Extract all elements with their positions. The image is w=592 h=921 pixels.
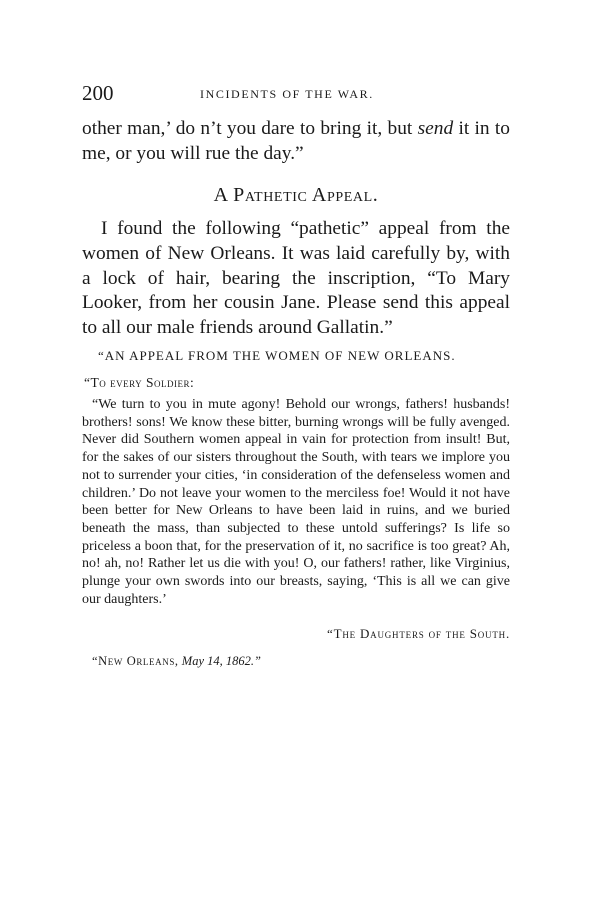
intro-paragraph: I found the following “pathetic” appeal from the women of New Orleans. It was laid carefully by, with a lock of hair, bearing the inscription, “To Mary Looker, from her cousin Jane. Please send this appeal to all our male friends around Gallatin.” xyxy=(82,218,510,339)
opening-text: other man,’ do n’t you dare to bring it, but xyxy=(82,118,418,139)
running-head: INCIDENTS OF THE WAR. xyxy=(200,87,374,101)
emphasized-word: send xyxy=(417,118,454,139)
page-number: 200 xyxy=(82,81,114,105)
dateline-date: May 14, 1862.” xyxy=(181,654,261,668)
page-header xyxy=(82,80,510,106)
appeal-dateline xyxy=(92,652,261,670)
appeal-salutation: “To every Soldier: xyxy=(84,375,195,390)
appeal-body: “We turn to you in mute agony! Behold our wrongs, fathers! husbands! brothers! sons! We know these bitter, burning wrongs will be fully avenged. Never did Southern women appeal in vain for protection from insult! But, for the sakes of our sisters throughout the South, with tears we implore you not to surrender your cities, ‘in consideration of the defenseless women and children.’ Do not leave your women to the merciless foe! Would it not have been better for New Orleans to have been laid in ruins, and we buried beneath the mass, than subjected to these untold sufferings? Is life so priceless a boon that, for the preservation of it, no sacrifice is too great? Ah, no! ah, no! Rather let us die with you! O, our fathers! rather, like Virginius, plunge your own swords into our breasts, saying, ‘This is all we can give our daughters.’ xyxy=(82,397,510,607)
opening-paragraph xyxy=(82,117,510,167)
appeal-signature: “The Daughters of the South. xyxy=(327,626,510,641)
section-title: A Pathetic Appeal. xyxy=(213,184,379,206)
appeal-heading: “AN APPEAL FROM THE WOMEN OF NEW ORLEANS. xyxy=(98,348,456,363)
dateline-place: “New Orleans, xyxy=(92,654,179,668)
opening-text-end: it in to me, or you will rue the day.” xyxy=(82,118,510,164)
